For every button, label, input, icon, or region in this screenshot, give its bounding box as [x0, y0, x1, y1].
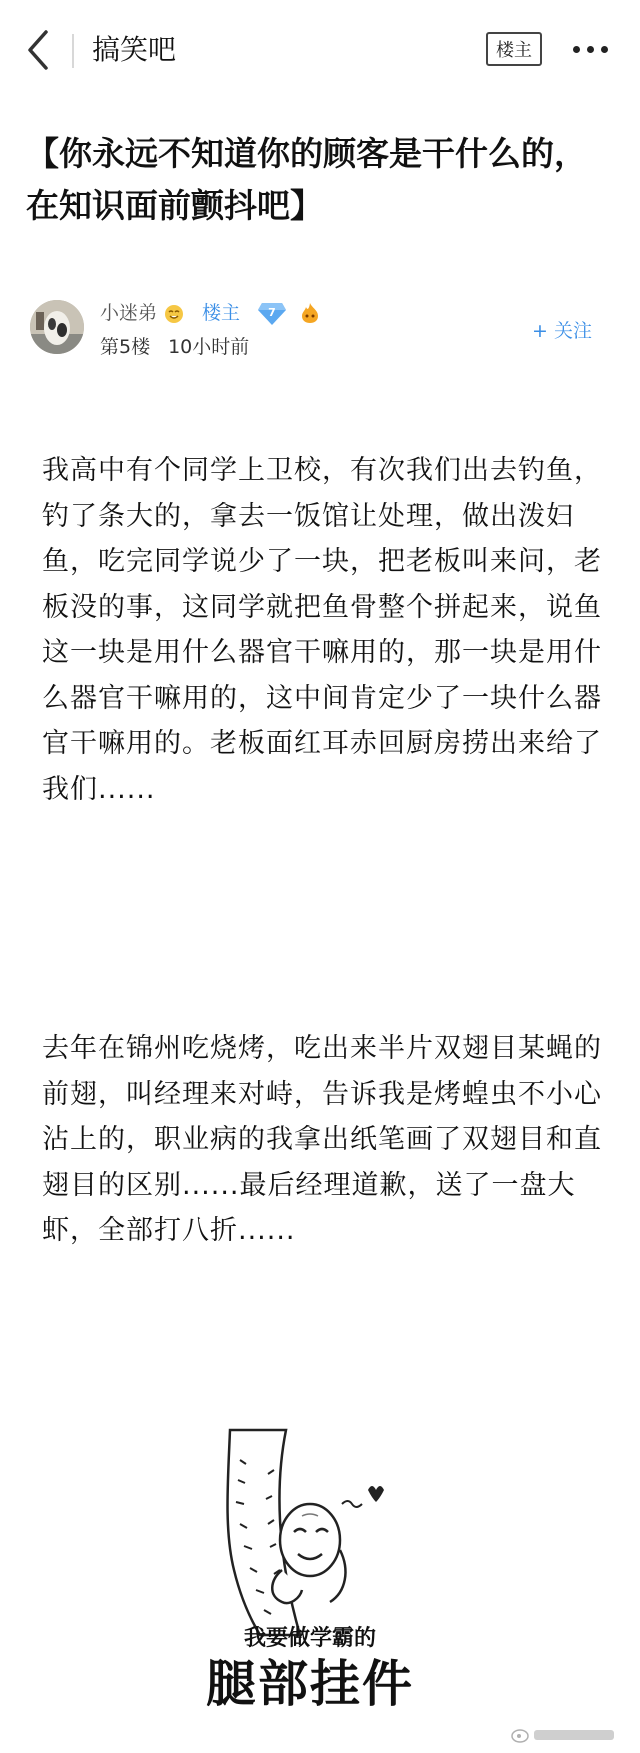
thread-title: 【你永远不知道你的顾客是干什么的，在知识面前颤抖吧】	[26, 134, 587, 225]
fire-badge-icon	[298, 302, 322, 324]
op-only-button[interactable]: 楼主	[486, 32, 542, 66]
op-tag: 楼主	[202, 302, 241, 324]
avatar[interactable]	[30, 300, 84, 354]
forum-name[interactable]: 搞笑吧	[92, 33, 177, 66]
author-name[interactable]: 小迷弟	[100, 302, 158, 324]
more-dot	[573, 46, 580, 53]
more-button[interactable]	[567, 34, 615, 64]
meme-caption-small: 我要做学霸的	[243, 1626, 376, 1651]
more-dot	[601, 46, 608, 53]
avatar-image	[30, 300, 84, 354]
post-paragraph: 去年在锦州吃烧烤，吃出来半片双翅目某蝇的前翅，叫经理来对峙，告诉我是烤蝗虫不小心沾上的，职业病的我拿出纸笔画了双翅目和直翅目的区别......最后经理道歉，送了一盘大虾，全部打八折......	[42, 1033, 602, 1246]
chevron-left-icon	[22, 28, 58, 72]
watermark	[510, 1724, 620, 1752]
post-time: 10小时前	[168, 336, 250, 358]
topbar-divider	[72, 34, 74, 68]
top-bar	[0, 0, 640, 100]
level-number: 7	[268, 306, 276, 319]
diamond-level-icon	[258, 301, 286, 325]
smile-emoji-icon	[164, 304, 184, 324]
meme-caption-big: 腿部挂件	[206, 1655, 414, 1713]
back-button[interactable]	[22, 28, 58, 72]
post-meta	[100, 334, 249, 360]
weibo-watermark-icon	[510, 1724, 620, 1746]
more-dot	[587, 46, 594, 53]
follow-button[interactable]: + 关注	[532, 320, 592, 342]
post-paragraph: 我高中有个同学上卫校，有次我们出去钓鱼，钓了条大的，拿去一饭馆让处理，做出泼妇鱼，吃完同学说少了一块，把老板叫来问，老板没的事，这同学就把鱼骨整个拼起来，说鱼这一块是用什么器官干嘛用的，那一块是用什么器官干嘛用的，这中间肯定少了一块什么器官干嘛用的。老板面红耳赤回厨房捞出来给了我们......	[42, 455, 602, 805]
floor-number: 第5楼	[100, 336, 151, 358]
